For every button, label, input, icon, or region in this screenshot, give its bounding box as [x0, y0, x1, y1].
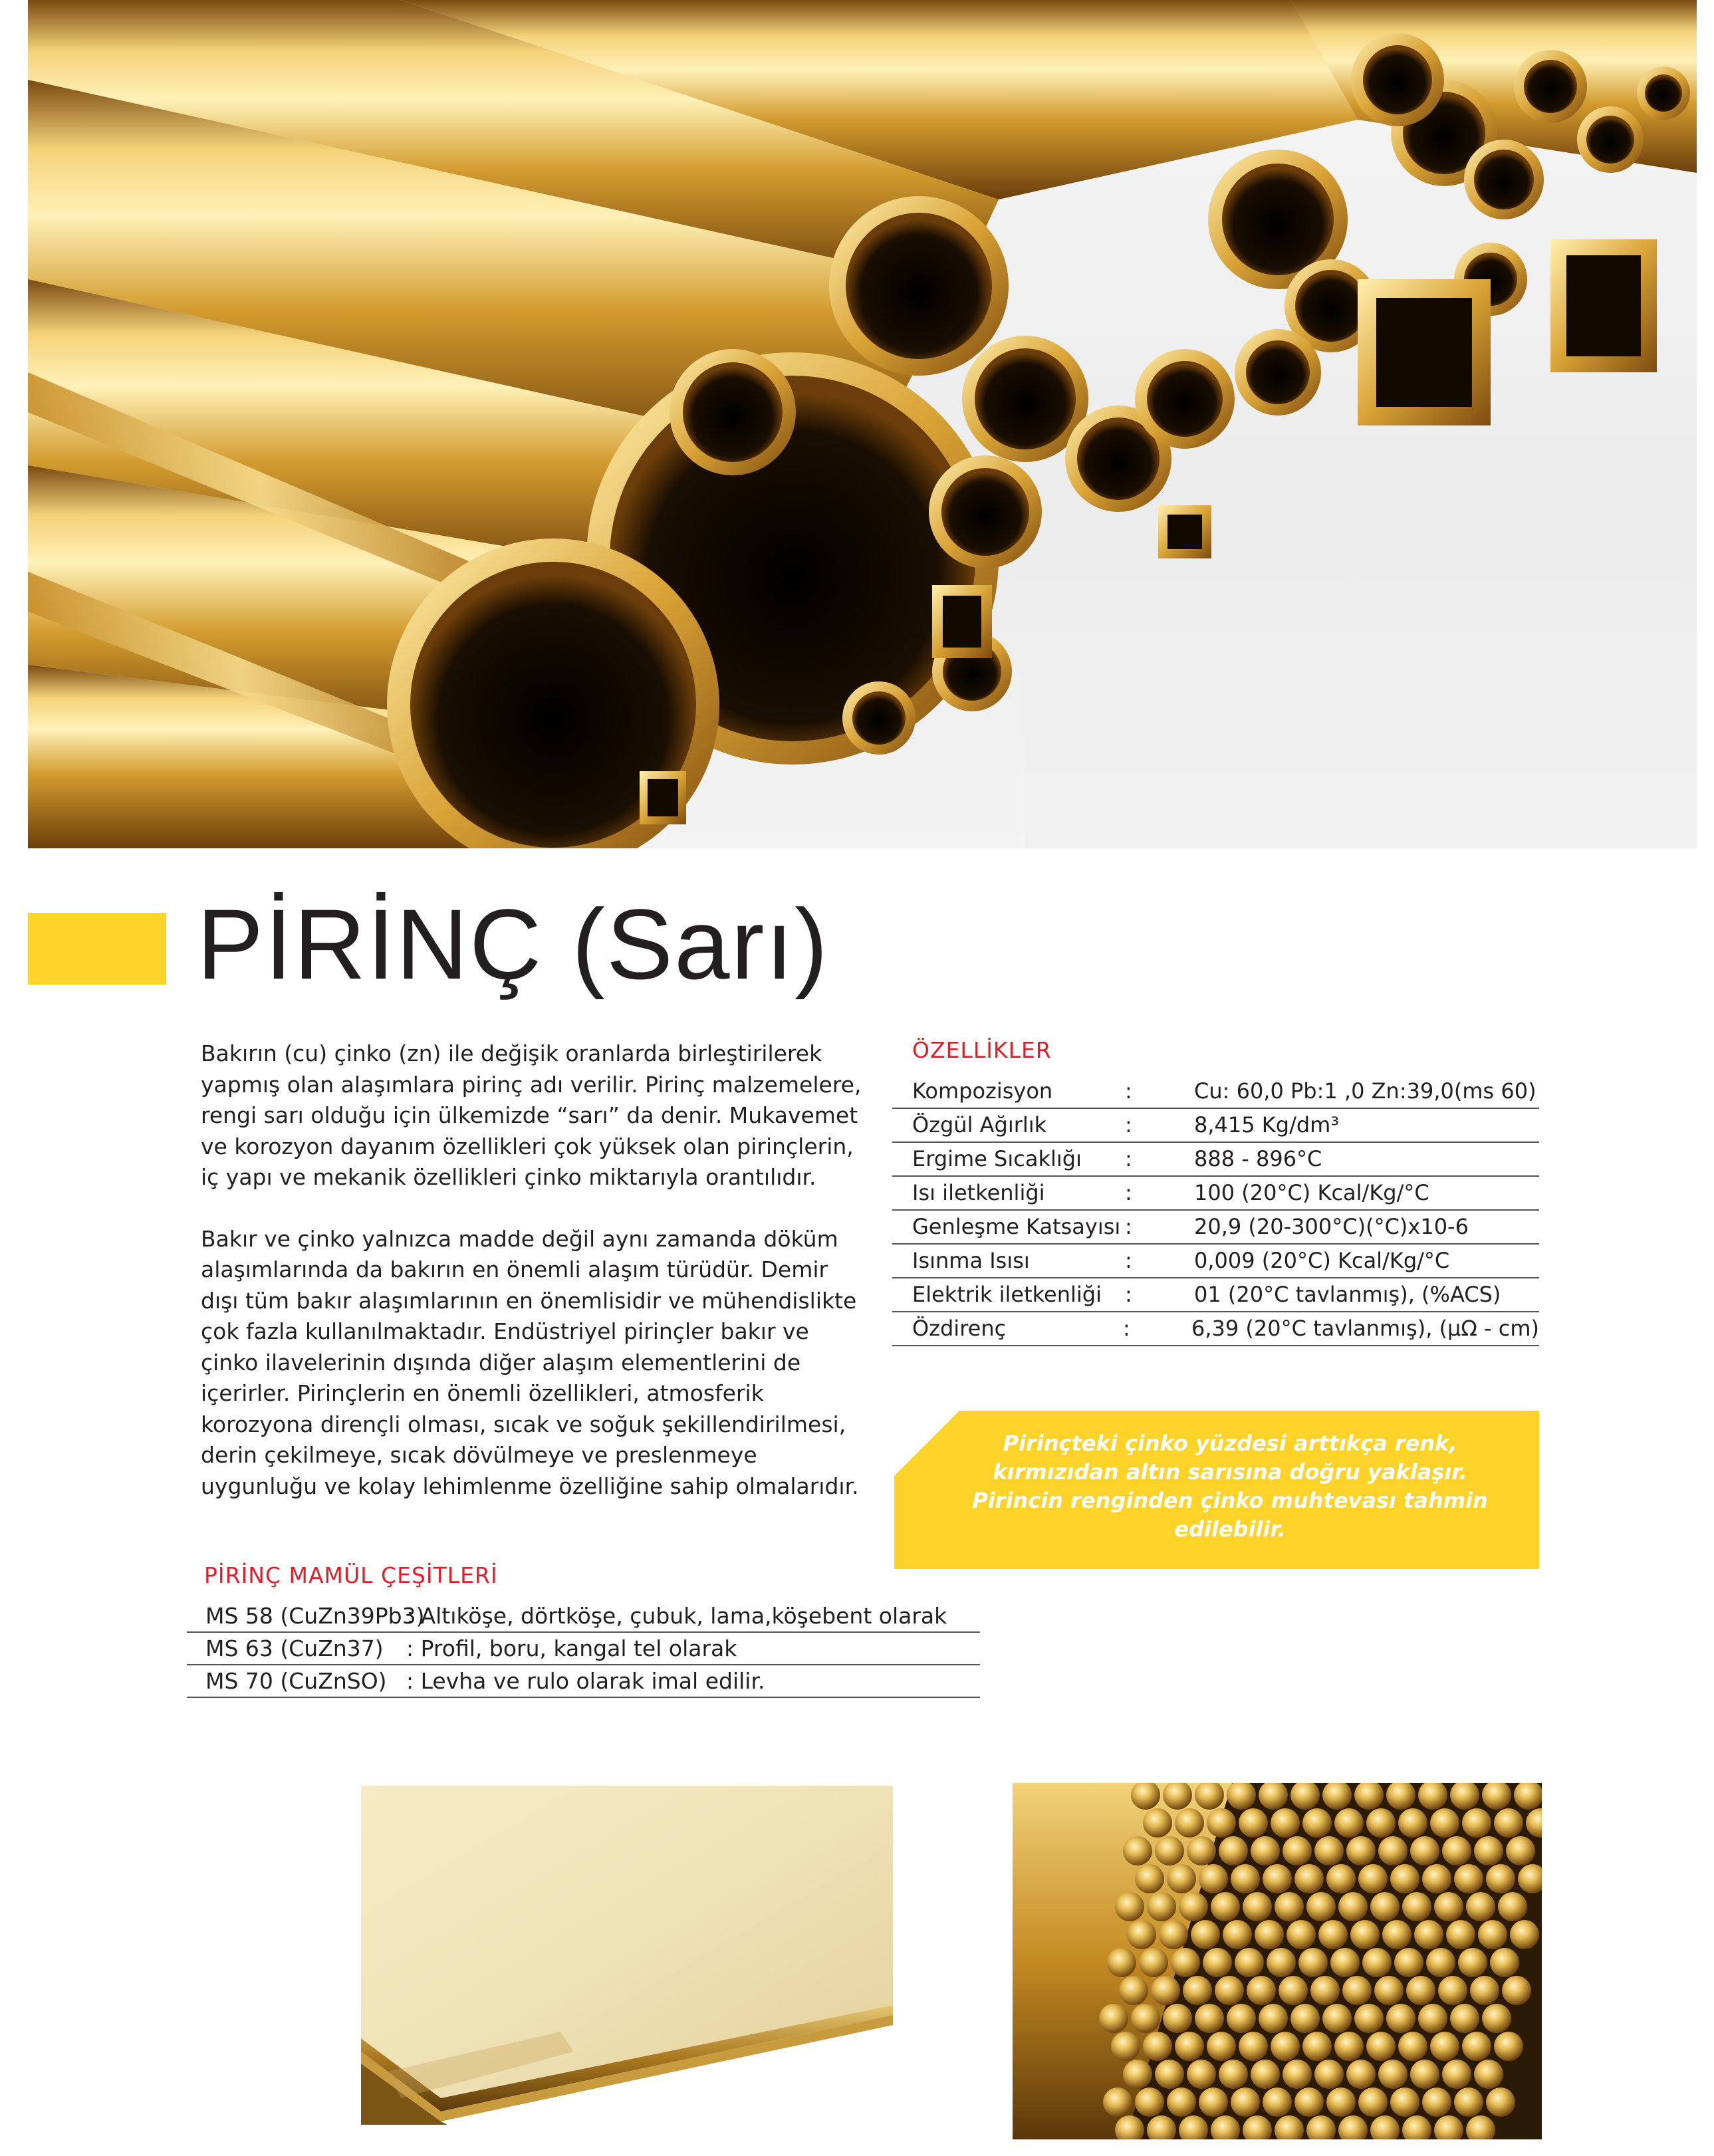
separator: : [1122, 1316, 1130, 1341]
rod-end [1251, 1836, 1280, 1865]
rod-end [1366, 2032, 1396, 2061]
rod-end [1414, 1920, 1443, 1949]
rod-end [1219, 2060, 1248, 2089]
title-sub: (Sarı) [572, 888, 830, 1000]
rod-end [1486, 1864, 1515, 1893]
table-row [187, 1600, 980, 1633]
products-table [187, 1600, 980, 1698]
page-title [197, 884, 829, 1004]
rod-end [1382, 1920, 1411, 1949]
rod-end [1358, 2088, 1388, 2117]
rod-end [1203, 1948, 1232, 1977]
rod-end [1446, 1920, 1475, 1949]
rod-end [1502, 1976, 1531, 2005]
title-main: PİRİNÇ [197, 888, 543, 1000]
intro-text [201, 1038, 866, 1502]
property-value: 6,39 (20°C tavlanmış), (μΩ - cm) [1191, 1316, 1539, 1341]
rod-end [1111, 2032, 1140, 2061]
rod-end [1143, 1808, 1172, 1838]
rod-end [1410, 2060, 1439, 2089]
rod-end [1251, 2060, 1280, 2089]
rod-end [1334, 1808, 1364, 1838]
rod-end [1275, 1892, 1304, 1921]
property-name: Genleşme Katsayısı [912, 1214, 1121, 1239]
rod-end [1334, 2032, 1364, 2061]
rod-end [1171, 1948, 1200, 1977]
rod-end [1127, 1920, 1156, 1949]
rod-end [1354, 2004, 1384, 2033]
rod-end [1466, 1892, 1495, 1921]
rod-end [1207, 2032, 1236, 2061]
separator: : [1125, 1112, 1132, 1138]
rod-end [1267, 1948, 1296, 1977]
rod-end [1107, 1948, 1136, 1977]
property-name: Ergime Sıcaklığı [912, 1146, 1082, 1171]
products-heading: PİRİNÇ MAMÜL ÇEŞİTLERİ [204, 1562, 498, 1588]
rod-end [1207, 1808, 1236, 1838]
rod-end [1422, 1864, 1451, 1893]
rod-end [1350, 1920, 1380, 1949]
separator: : [1125, 1180, 1132, 1205]
brass-rods-photo [1013, 1783, 1542, 2139]
rod-end [1374, 1976, 1404, 2005]
rod-end [1294, 2088, 1324, 2117]
rod-end [1179, 1892, 1208, 1921]
rod-end [1426, 1948, 1455, 1977]
rod-end [1131, 2004, 1160, 2033]
product-description: : Levha ve rulo olarak imal edilir. [406, 1668, 765, 1694]
rod-end [1302, 1808, 1332, 1838]
rod-end [1322, 2004, 1352, 2033]
rod-end [1227, 2004, 1256, 2033]
property-name: Özgül Ağırlık [912, 1112, 1047, 1138]
table-row [892, 1312, 1539, 1346]
rod-end [1283, 2060, 1312, 2089]
product-code: MS 58 (CuZn39Pb3) [205, 1603, 425, 1629]
rod-end [1474, 2060, 1503, 2089]
rod-end [1326, 2088, 1356, 2117]
property-name: Isı iletkenliği [912, 1180, 1045, 1205]
rod-end [1346, 1836, 1376, 1865]
rod-end [1255, 1920, 1284, 1949]
title-accent-bar [28, 913, 166, 985]
rod-end [1478, 1920, 1507, 1949]
rod-end [1398, 1808, 1427, 1838]
rod-end [1494, 1808, 1523, 1838]
rod-end [1263, 1864, 1292, 1893]
rod-end [1151, 1976, 1180, 2005]
rod-end [1259, 2004, 1288, 2033]
table-row [187, 1633, 980, 1665]
rod-end [1422, 2088, 1451, 2117]
rod-end [1290, 2004, 1320, 2033]
properties-table [892, 1075, 1539, 1346]
table-row [892, 1245, 1539, 1278]
table-row [892, 1075, 1539, 1109]
callout-line: Pirincin renginden çinko muhtevası tahmin [972, 1488, 1488, 1513]
table-row [892, 1143, 1539, 1177]
property-value: 0,009 (20°C) Kcal/Kg/°C [1194, 1248, 1450, 1273]
rod-end [1410, 1836, 1439, 1865]
product-code: MS 63 (CuZn37) [205, 1635, 384, 1661]
hero-brass-tubes-photo [28, 0, 1697, 848]
brass-sheets-photo [361, 1786, 893, 2125]
rod-end [1139, 1948, 1168, 1977]
callout-text [944, 1429, 1516, 1544]
rod-end [1167, 2088, 1196, 2117]
table-row [187, 1665, 980, 1698]
rod-end [1430, 2032, 1459, 2061]
rod-end [1458, 1948, 1487, 1977]
rod-end [1366, 1808, 1396, 1838]
callout-line: edilebilir. [1174, 1516, 1286, 1542]
callout-line: kırmızıdan altın sarısına doğru yaklaşır. [993, 1459, 1467, 1485]
table-row [892, 1109, 1539, 1143]
properties-heading: ÖZELLİKLER [912, 1037, 1052, 1063]
rod-end [1163, 2004, 1192, 2033]
rod-end [1454, 1864, 1483, 1893]
rod-end [1310, 1976, 1340, 2005]
rod-end [1314, 2060, 1344, 2089]
rod-end [1199, 2088, 1228, 2117]
rod-end [1454, 2088, 1483, 2117]
rod-end [1135, 1864, 1164, 1893]
rod-end [1418, 2004, 1447, 2033]
rod-end [1314, 1836, 1344, 1865]
rod-end [1398, 2032, 1427, 2061]
rod-end [1147, 1892, 1176, 1921]
rod-end [1302, 2032, 1332, 2061]
table-row [892, 1211, 1539, 1245]
rod-end [1442, 1836, 1471, 1865]
property-name: Kompozisyon [912, 1078, 1053, 1104]
rod-end [1243, 1892, 1272, 1921]
rod-end [1191, 1920, 1220, 1949]
table-row [892, 1177, 1539, 1211]
rod-end [1442, 2060, 1471, 2089]
rod-end [1123, 1836, 1152, 1865]
rod-end [1438, 1976, 1467, 2005]
rod-end [1115, 1892, 1144, 1921]
rod-end [1119, 1976, 1148, 2005]
rod-end [1175, 2032, 1204, 2061]
rod-end [1486, 2088, 1515, 2117]
callout-line: Pirinçteki çinko yüzdesi arttıkça renk, [1003, 1431, 1457, 1456]
separator: : [1125, 1078, 1132, 1104]
rod-end [1231, 2088, 1260, 2117]
rod-end [1430, 1808, 1459, 1838]
rod-end [1123, 2060, 1152, 2089]
rod-end [1306, 1892, 1336, 1921]
rod-end [1187, 2060, 1216, 2089]
product-description: : Altıköşe, dörtköşe, çubuk, lama,köşebent olarak [406, 1603, 947, 1629]
rod-end [1271, 1808, 1300, 1838]
separator: : [1125, 1248, 1132, 1273]
rod-end [1155, 2060, 1184, 2089]
rod-end [1390, 2088, 1419, 2117]
product-code: MS 70 (CuZnSO) [205, 1668, 387, 1694]
rod-end [1103, 2088, 1132, 2117]
table-row [892, 1278, 1539, 1312]
rod-end [1462, 1808, 1491, 1838]
rod-end [1199, 1864, 1228, 1893]
rod-end [1167, 1864, 1196, 1893]
rod-end [1155, 1836, 1184, 1865]
rod-end [1239, 2032, 1268, 2061]
rod-end [1099, 2004, 1128, 2033]
rod-end [1330, 1948, 1360, 1977]
rod-end [1378, 1836, 1408, 1865]
rod-end [1223, 1920, 1252, 1949]
rod-end [1362, 1948, 1392, 1977]
rod-end [1215, 1976, 1244, 2005]
product-description: : Profil, boru, kangal tel olarak [406, 1635, 737, 1661]
rod-end [1474, 1836, 1503, 1865]
property-value: Cu: 60,0 Pb:1 ,0 Zn:39,0(ms 60) [1194, 1078, 1536, 1104]
rod-end [1175, 1808, 1204, 1838]
separator: : [1125, 1282, 1132, 1307]
rod-end [1239, 1808, 1268, 1838]
rod-end [1286, 1920, 1316, 1949]
rod-end [1247, 1976, 1276, 2005]
rod-end [1231, 1864, 1260, 1893]
rod-end [1135, 2088, 1164, 2117]
property-name: Isınma Isısı [912, 1248, 1030, 1273]
rod-end [1506, 1836, 1535, 1865]
rod-end [1490, 1948, 1519, 1977]
rod-end [1235, 1948, 1264, 1977]
rod-end [1394, 1948, 1423, 1977]
rod-end [1386, 2004, 1415, 2033]
rod-end [1358, 1864, 1388, 1893]
rod-end [1342, 1976, 1372, 2005]
rod-end [1390, 1864, 1419, 1893]
rod-end [1450, 2004, 1479, 2033]
rod-end [1346, 2060, 1376, 2089]
separator: : [1125, 1146, 1132, 1171]
rod-end [1462, 2032, 1491, 2061]
rod-end [1195, 2004, 1224, 2033]
intro-paragraph-1: Bakırın (cu) çinko (zn) ile değişik oranlarda birleştirilerek yapmış olan alaşımlara pirinç adı verilir. Pirinç malzemelere, rengi sarı olduğu için ülkemizde “sarı” da denir. Mukavemet ve korozyon dayanım özellikleri çok yüksek olan pirinçlerin, iç yapı ve mekanik özellikleri çinko miktarıyla orantılıdır. [201, 1040, 862, 1190]
rod-end [1219, 1836, 1248, 1865]
property-name: Elektrik iletkenliği [912, 1282, 1102, 1307]
rod-end [1470, 1976, 1499, 2005]
rod-end [1159, 1920, 1188, 1949]
rod-end [1326, 1864, 1356, 1893]
rod-end [1263, 2088, 1292, 2117]
intro-paragraph-2: Bakır ve çinko yalnızca madde değil aynı zamanda döküm alaşımlarında da bakırın en önemli alaşım türüdür. Demir dışı tüm bakır alaşımlarının en önemlisidir ve mühendislikte çok fazla kullanılmaktadır. Endüstriyel pirinçler bakır ve çinko ilavelerinin dışında diğer alaşım elementlerini de içerirler. Pirinçlerin en önemli özellikleri, atmosferik korozyona dirençli olması, sıcak ve soğuk şekillendirilmesi, derin çekilmeye, sıcak dövülmeye ve preslenmeye uygunluğu ve kolay lehimlenme özelliğine sahip olmalarıdır. [201, 1225, 859, 1499]
rod-end [1402, 1892, 1431, 1921]
rod-end [1271, 2032, 1300, 2061]
rod-end [1510, 1920, 1539, 1949]
rod-end [1318, 1920, 1348, 1949]
property-value: 01 (20°C tavlanmış), (%ACS) [1194, 1282, 1501, 1307]
rod-end [1143, 2032, 1172, 2061]
rod-end [1370, 1892, 1400, 1921]
property-value: 8,415 Kg/dm³ [1194, 1112, 1340, 1138]
rod-end [1378, 2060, 1408, 2089]
rod-end [1187, 1836, 1216, 1865]
rod-end [1294, 1864, 1324, 1893]
separator: : [1125, 1214, 1132, 1239]
rod-end [1482, 2004, 1511, 2033]
property-value: 20,9 (20-300°C)(°C)x10-6 [1194, 1214, 1469, 1239]
rod-end [1498, 1892, 1527, 1921]
rod-end [1283, 1836, 1312, 1865]
rod-end [1211, 1892, 1240, 1921]
rod-end [1298, 1948, 1328, 1977]
rod-end [1279, 1976, 1308, 2005]
rod-end [1406, 1976, 1435, 2005]
property-name: Özdirenç [912, 1316, 1007, 1341]
property-value: 100 (20°C) Kcal/Kg/°C [1194, 1180, 1429, 1205]
rod-end [1338, 1892, 1368, 1921]
rod-end [1494, 2032, 1523, 2061]
rod-end [1434, 1892, 1463, 1921]
rod-end [1183, 1976, 1212, 2005]
property-value: 888 - 896°C [1194, 1146, 1322, 1171]
